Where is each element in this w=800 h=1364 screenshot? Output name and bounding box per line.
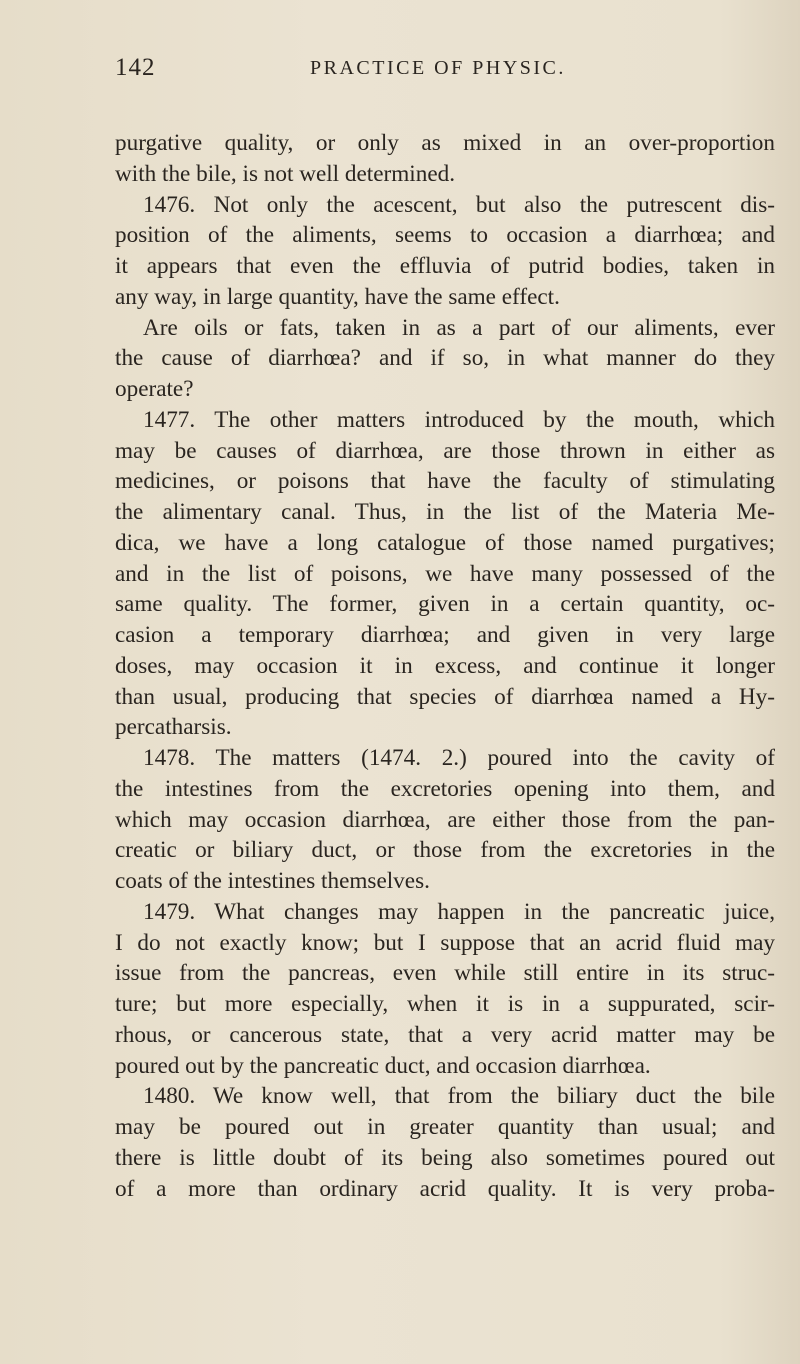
paragraph	[115, 190, 775, 313]
text-line: the cause of diarrhœa? and if so, in what manner do they	[115, 345, 775, 372]
text-line: with the bile, is not well determined.	[115, 160, 456, 187]
paragraph	[115, 405, 775, 743]
text-line: the intestines from the excretories opening into them, and	[115, 775, 775, 802]
text-line: Are oils or fats, taken in as a part of our aliments, ever	[143, 314, 775, 341]
paragraph	[115, 743, 775, 897]
text-line: casion a temporary diarrhœa; and given in very large	[115, 622, 775, 648]
running-title: PRACTICE OF PHYSIC.	[310, 57, 566, 79]
text-line: rhous, or cancerous state, that a very acrid matter may be	[115, 1021, 775, 1048]
text-line: than usual, producing that species of diarrhœa named a Hy-	[115, 683, 775, 710]
page-number: 142	[115, 54, 156, 81]
text-line: 1478. The matters (1474. 2.) poured into the cavity of	[143, 745, 775, 771]
text-line: issue from the pancreas, even while still entire in its struc-	[115, 960, 775, 987]
text-line: which may occasion diarrhœa, are either those from the pan-	[115, 806, 775, 833]
text-line: purgative quality, or only as mixed in an over-proportion	[115, 130, 775, 156]
text-line: 1480. We know well, that from the biliary duct the bile	[143, 1083, 775, 1110]
text-line: doses, may occasion it in excess, and continue it longer	[115, 652, 775, 679]
text-line: may be poured out in greater quantity than usual; and	[115, 1114, 775, 1140]
text-line: medicines, or poisons that have the faculty of stimulating	[115, 468, 775, 495]
text-line: 1477. The other matters introduced by the mouth, which	[143, 406, 775, 433]
paragraph	[115, 1081, 775, 1204]
text-line: there is little doubt of its being also sometimes poured out	[115, 1144, 775, 1171]
text-line: same quality. The former, given in a certain quantity, oc-	[115, 591, 775, 618]
text-line: position of the aliments, seems to occasion a diarrhœa; and	[115, 222, 775, 249]
text-line: coats of the intestines themselves.	[115, 868, 430, 894]
running-head	[115, 54, 775, 88]
text-line: any way, in large quantity, have the same effect.	[115, 283, 560, 310]
text-line: may be causes of diarrhœa, are those thrown in either as	[115, 437, 775, 464]
text-line: operate?	[115, 376, 194, 402]
text-line: it appears that even the effluvia of putrid bodies, taken in	[115, 253, 775, 279]
text-line: percatharsis.	[115, 714, 232, 741]
paragraph	[115, 313, 775, 405]
paragraph	[115, 897, 775, 1082]
paragraph	[115, 128, 775, 190]
body-text	[115, 128, 775, 1204]
text-line: poured out by the pancreatic duct, and occasion diarrhœa.	[115, 1052, 651, 1079]
text-line: 1479. What changes may happen in the pancreatic juice,	[143, 898, 775, 925]
text-line: of a more than ordinary acrid quality. It is very proba-	[115, 1175, 775, 1202]
text-line: creatic or biliary duct, or those from the excretories in the	[115, 837, 775, 864]
text-line: I do not exactly know; but I suppose that an acrid fluid may	[115, 929, 775, 956]
text-line: dica, we have a long catalogue of those named purgatives;	[115, 529, 775, 556]
text-line: ture; but more especially, when it is in a suppurated, scir-	[115, 991, 775, 1017]
text-line: the alimentary canal. Thus, in the list of the Materia Me-	[115, 499, 775, 525]
text-line: 1476. Not only the acescent, but also the putrescent dis-	[143, 191, 775, 218]
text-line: and in the list of poisons, we have many possessed of the	[115, 560, 775, 587]
